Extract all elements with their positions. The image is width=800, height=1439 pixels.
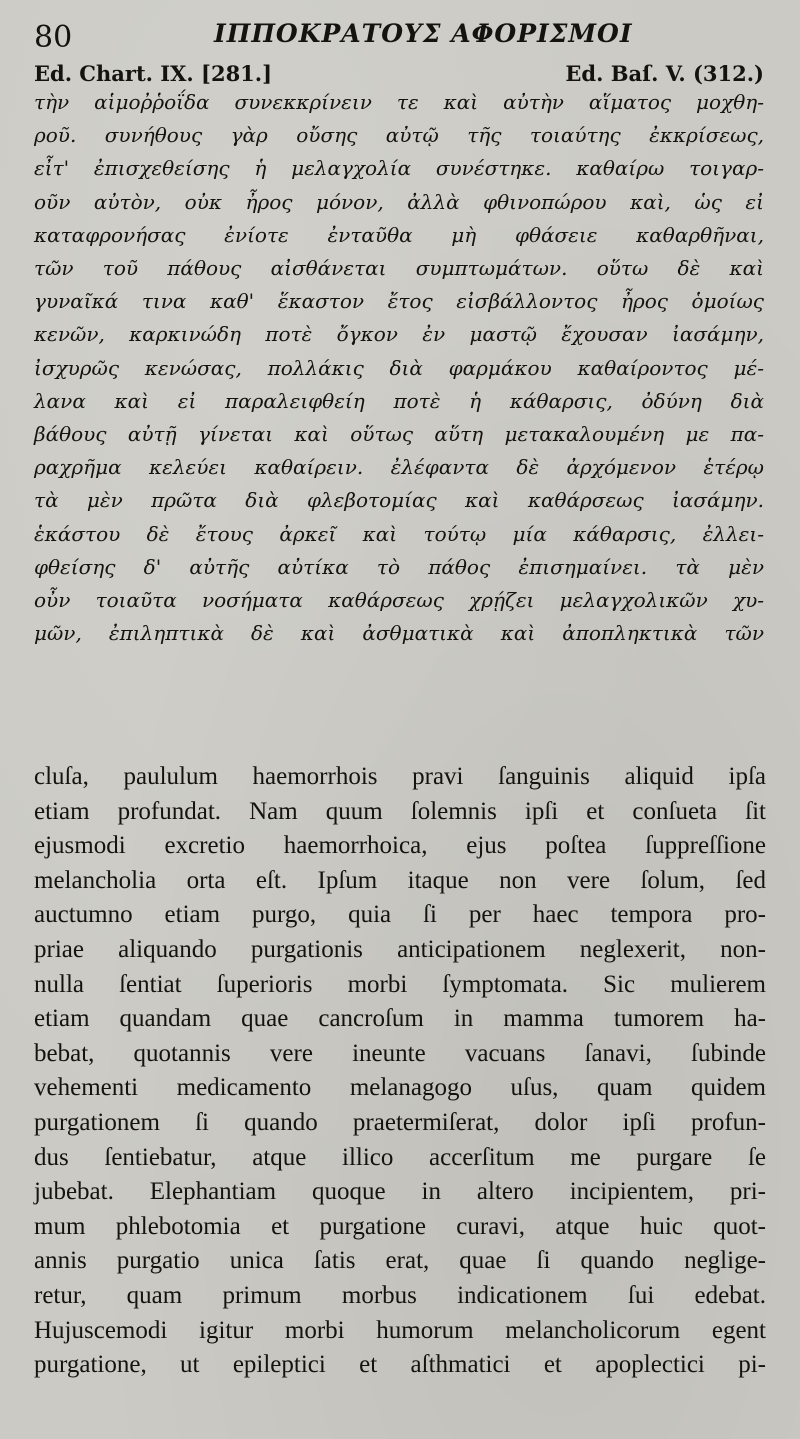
greek-text-line: ἑκάστου δὲ ἔτους ἀρκεῖ καὶ τούτῳ μία κάθαρσις, ἐλλει- — [34, 521, 764, 546]
page-number: 80 — [34, 20, 73, 55]
greek-text-block — [34, 86, 764, 650]
running-title: ΙΠΠΟΚΡΑΤΟΥΣ ΑΦΟΡΙΣΜΟΙ — [214, 19, 633, 48]
latin-text-line: vehementi medicamento melanagogo uſus, quam quidem — [34, 1074, 766, 1102]
greek-text-line: ἰσχυρῶς κενώσας, πολλάκις διὰ φαρμάκου καθαίροντος μέ- — [34, 355, 764, 380]
latin-text-line: etiam profundat. Nam quum ſolemnis ipſi et conſueta ſit — [34, 797, 766, 825]
greek-text-line: λανα καὶ εἰ παραλειφθείη ποτὲ ἡ κάθαρσις, ὀδύνη διὰ — [34, 388, 764, 413]
greek-text-line: ροῦ. συνήθους γὰρ οὔσης αὐτῷ τῆς τοιαύτης ἐκκρίσεως, — [34, 123, 764, 148]
greek-text-line: τὴν αἱμοῤῥοΐδα συνεκκρίνειν τε καὶ αὐτὴν αἵματος μοχθη- — [34, 90, 764, 114]
greek-text-line: ραχρῆμα κελεύει καθαίρειν. ἐλέφαντα δὲ ἀρχόμενον ἑτέρῳ — [34, 455, 764, 480]
latin-text-line: purgatione, ut epileptici et aſthmatici et apoplectici pi- — [34, 1351, 766, 1379]
edition-reference-right: Ed. Baſ. V. (312.) — [565, 61, 764, 86]
greek-text-line: οῦν αὐτὸν, οὐκ ἦρος μόνον, ἀλλὰ φθινοπώρου καὶ, ὡς εἰ — [34, 189, 764, 214]
latin-text-line: nulla ſentiat ſuperioris morbi ſymptomata. Sic mulierem — [34, 970, 766, 998]
latin-text-line: melancholia orta eſt. Ipſum itaque non vere ſolum, ſed — [34, 866, 766, 894]
greek-text-line: καταφρονήσας ἐνίοτε ἐνταῦθα μὴ φθάσειε καθαρθῆναι, — [34, 222, 764, 247]
latin-text-line: jubebat. Elephantiam quoque in altero incipientem, pri- — [34, 1178, 766, 1206]
greek-text-line: γυναῖκά τινα καθ' ἕκαστον ἔτος εἰσβάλλοντος ἦρος ὁμοίως — [34, 289, 764, 314]
latin-text-line: Hujuscemodi igitur morbi humorum melancholicorum egent — [34, 1316, 766, 1344]
greek-text-line: φθείσης δ' αὐτῆς αὐτίκα τὸ πάθος ἐπισημαίνει. τὰ μὲν — [34, 554, 764, 579]
latin-text-line: dus ſentiebatur, atque illico accerſitum me purgare ſe — [34, 1143, 766, 1171]
latin-text-line: auctumno etiam purgo, quia ſi per haec tempora pro- — [34, 901, 766, 929]
latin-text-line: mum phlebotomia et purgatione curavi, atque huic quot- — [34, 1212, 766, 1240]
latin-text-line: purgationem ſi quando praetermiſerat, dolor ipſi profun- — [34, 1108, 766, 1136]
greek-text-line: μῶν, ἐπιληπτικὰ δὲ καὶ ἀσθματικὰ καὶ ἀποπληκτικὰ τῶν — [34, 621, 764, 646]
greek-text-line: κενῶν, καρκινώδη ποτὲ ὄγκον ἐν μαστῷ ἔχουσαν ἰασάμην, — [34, 322, 764, 347]
greek-text-line: τὰ μὲν πρῶτα διὰ φλεβοτομίας καὶ καθάρσεως ἰασάμην. — [34, 488, 764, 513]
latin-text-line: retur, quam primum morbus indicationem ſui edebat. — [34, 1281, 766, 1309]
latin-text-block — [34, 760, 766, 1383]
greek-text-line: οὖν τοιαῦτα νοσήματα καθάρσεως χρῄζει μελαγχολικῶν χυ- — [34, 588, 764, 613]
greek-text-line: εἶτ' ἐπισχεθείσης ἡ μελαγχολία συνέστηκε. καθαίρω τοιγαρ- — [34, 156, 764, 181]
greek-text-line: τῶν τοῦ πάθους αἰσθάνεται συμπτωμάτων. οὕτω δὲ καὶ — [34, 256, 764, 281]
latin-text-line: ejusmodi excretio haemorrhoica, ejus poſtea ſuppreſſione — [34, 832, 766, 860]
latin-text-line: priae aliquando purgationis anticipationem neglexerit, non- — [34, 935, 766, 963]
edition-reference-left: Ed. Chart. IX. [281.] — [34, 61, 273, 86]
latin-text-line: etiam quandam quae cancroſum in mamma tumorem ha- — [34, 1005, 766, 1033]
latin-text-line: annis purgatio unica ſatis erat, quae ſi quando neglige- — [34, 1247, 766, 1275]
latin-text-line: bebat, quotannis vere ineunte vacuans ſanavi, ſubinde — [34, 1039, 766, 1067]
greek-text-line: βάθους αὐτῇ γίνεται καὶ οὕτως αὕτη μετακαλουμένη με πα- — [34, 422, 764, 447]
latin-text-line: cluſa, paululum haemorrhois pravi ſanguinis aliquid ipſa — [34, 763, 766, 790]
